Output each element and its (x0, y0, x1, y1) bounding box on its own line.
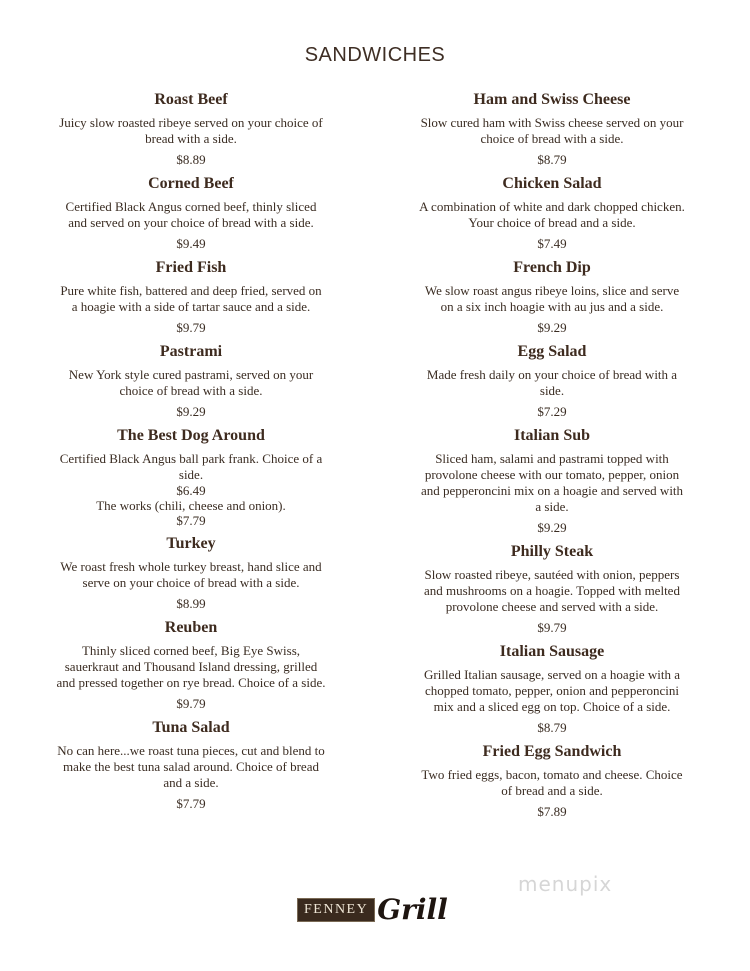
item-description: Thinly sliced corned beef, Big Eye Swiss, sauerkraut and Thousand Island dressing, grilled and pressed together on rye bread. Choice of a side. (56, 643, 326, 690)
menu-item-corned-beef (56, 174, 326, 252)
item-description: Two fried eggs, bacon, tomato and cheese. Choice of bread and a side. (421, 767, 683, 798)
item-price: $7.29 (537, 404, 567, 419)
item-description: Grilled Italian sausage, served on a hoagie with a chopped tomato, pepper, onion and pepperoncini mix and a sliced egg on top. Choice of a side. (424, 667, 680, 714)
menu-item-french-dip (417, 258, 687, 336)
item-description: Certified Black Angus ball park frank. Choice of a side. (59, 451, 323, 482)
item-price: $8.79 (537, 152, 567, 167)
item-price: $7.79 (176, 796, 206, 811)
item-name: Ham and Swiss Cheese (473, 91, 631, 108)
item-name: Italian Sub (513, 427, 591, 444)
item-description: Made fresh daily on your choice of bread with a side. (426, 367, 678, 398)
item-price: $9.79 (537, 620, 567, 635)
item-description: Slow cured ham with Swiss cheese served on your choice of bread with a side. (420, 115, 684, 146)
item-price: $8.89 (176, 152, 206, 167)
item-description: We roast fresh whole turkey breast, hand slice and serve on your choice of bread with a side. (60, 559, 322, 590)
item-name: Pastrami (159, 343, 223, 360)
logo-box-text: FENNEY (297, 898, 375, 922)
item-price: $7.89 (537, 804, 567, 819)
item-name: Italian Sausage (499, 643, 605, 660)
menu-item-italian-sub (417, 426, 687, 536)
item-name: French Dip (513, 259, 591, 276)
menu-item-chicken-salad (417, 174, 687, 252)
menu-column-left (56, 90, 326, 818)
item-description: New York style cured pastrami, served on your choice of bread with a side. (68, 367, 314, 398)
item-price: $9.79 (176, 320, 206, 335)
item-price: $6.49 (176, 483, 206, 498)
menu-item-fried-fish (56, 258, 326, 336)
menu-item-philly-steak (417, 542, 687, 636)
menu-item-tuna-salad (56, 718, 326, 812)
item-description: Certified Black Angus corned beef, thinly sliced and served on your choice of bread with a side. (65, 199, 317, 230)
item-name: Fried Fish (155, 259, 227, 276)
item-price: $7.49 (537, 236, 567, 251)
item-description: Juicy slow roasted ribeye served on your choice of bread with a side. (59, 115, 323, 146)
item-price: $9.29 (537, 520, 567, 535)
menu-item-turkey (56, 534, 326, 612)
item-description: Slow roasted ribeye, sautéed with onion, peppers and mushrooms on a hoagie. Topped with melted provolone cheese and served with a side. (424, 567, 680, 614)
item-name: Philly Steak (510, 543, 594, 560)
menu-item-fried-egg-sandwich (417, 742, 687, 820)
item-name: Fried Egg Sandwich (482, 743, 622, 760)
menu-item-reuben (56, 618, 326, 712)
item-price: $9.49 (176, 236, 206, 251)
menu-item-roast-beef (56, 90, 326, 168)
item-description: A combination of white and dark chopped chicken. Your choice of bread and a side. (419, 199, 685, 230)
item-price: $9.29 (537, 320, 567, 335)
item-name: The Best Dog Around (117, 427, 265, 444)
item-price: $9.29 (176, 404, 206, 419)
page-title: SANDWICHES (304, 44, 446, 66)
menupix-watermark: menupix (518, 872, 613, 896)
item-price: $8.79 (537, 720, 567, 735)
item-name: Turkey (166, 535, 216, 552)
item-price-secondary: $7.79 (176, 513, 206, 528)
menu-item-pastrami (56, 342, 326, 420)
menu-item-italian-sausage (417, 642, 687, 736)
item-description: We slow roast angus ribeye loins, slice and serve on a six inch hoagie with au jus and a side. (424, 283, 680, 314)
logo-script-text: Grill (377, 893, 448, 926)
item-name: Egg Salad (517, 343, 587, 360)
item-name: Roast Beef (154, 91, 228, 108)
item-description: No can here...we roast tuna pieces, cut and blend to make the best tuna salad around. Choice of bread and a side. (57, 743, 325, 790)
item-price: $9.79 (176, 696, 206, 711)
menu-item-ham-swiss (417, 90, 687, 168)
menu-item-best-dog (56, 426, 326, 528)
fenney-grill-logo (297, 893, 448, 926)
item-price: $8.99 (176, 596, 206, 611)
menu-column-right (417, 90, 687, 826)
item-name: Tuna Salad (152, 719, 230, 736)
item-name: Reuben (164, 619, 218, 636)
item-description: Sliced ham, salami and pastrami topped with provolone cheese with our tomato, pepper, onion and pepperoncini mix on a hoagie and served with a side. (420, 451, 684, 514)
item-name: Chicken Salad (502, 175, 602, 192)
item-name: Corned Beef (148, 175, 234, 192)
item-description: Pure white fish, battered and deep fried, served on a hoagie with a side of tartar sauce and a side. (60, 283, 322, 314)
menu-item-egg-salad (417, 342, 687, 420)
item-description-secondary: The works (chili, cheese and onion). (96, 498, 286, 513)
